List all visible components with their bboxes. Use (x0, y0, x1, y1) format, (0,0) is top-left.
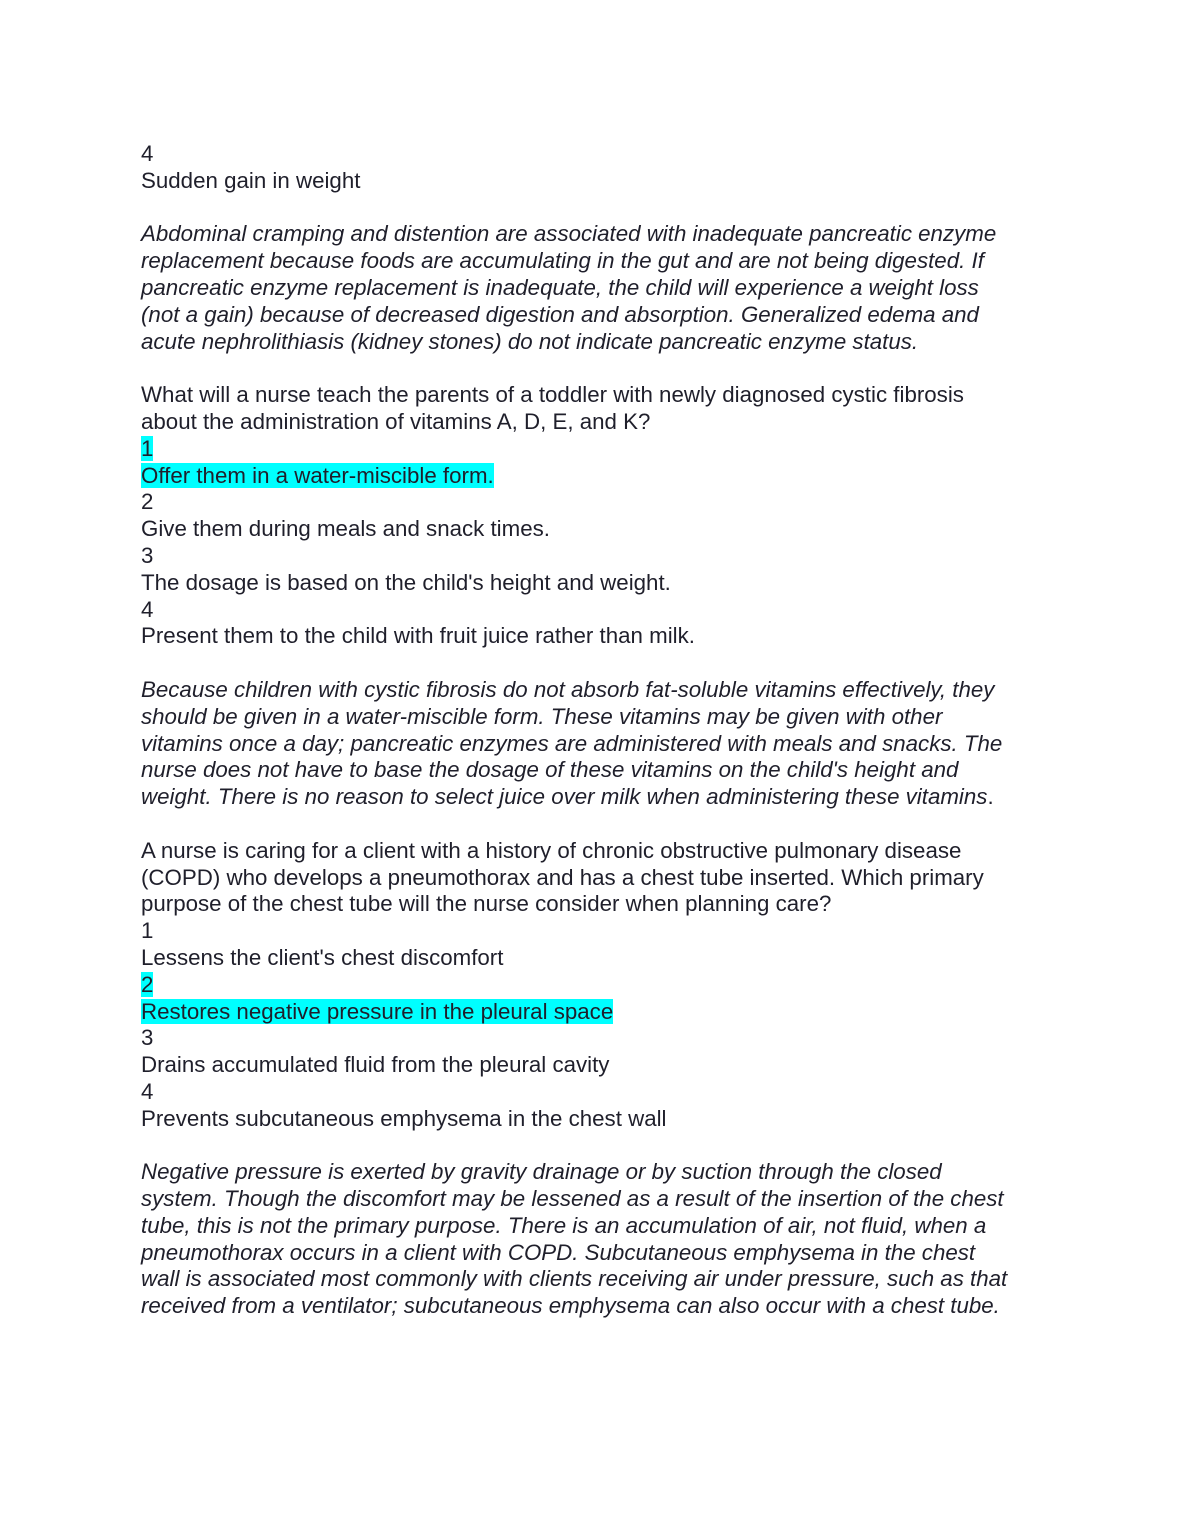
paragraph-gap (141, 1132, 1061, 1159)
rationale-line: system. Though the discomfort may be lessened as a result of the insertion of the chest (141, 1186, 1004, 1212)
page-content (141, 141, 1061, 1320)
question-line: A nurse is caring for a client with a history of chronic obstructive pulmonary disease (141, 837, 962, 863)
rationale-period: . (987, 784, 994, 810)
highlight: 2 (141, 971, 154, 997)
question-line: (COPD) who develops a pneumothorax and has a chest tube inserted. Which primary (141, 864, 984, 890)
rationale-line: (not a gain) because of decreased digestion and absorption. Generalized edema and (141, 301, 979, 327)
rationale-paragraph (141, 677, 1061, 811)
rationale-line: received from a ventilator; subcutaneous emphysema can also occur with a chest tube. (141, 1293, 1000, 1319)
option-number: 4 (141, 596, 154, 622)
option-number-correct (141, 972, 1061, 999)
paragraph-gap (141, 195, 1061, 222)
option-text: Give them during meals and snack times. (141, 516, 550, 542)
highlight: 1 (141, 435, 154, 461)
highlight: Offer them in a water-miscible form. (141, 462, 494, 488)
rationale-text: weight. There is no reason to select juice over milk when administering these vitamins (141, 784, 988, 810)
rationale-line: Negative pressure is exerted by gravity drainage or by suction through the closed (141, 1159, 942, 1185)
option-number: 2 (141, 489, 154, 515)
option-number: 1 (141, 918, 154, 944)
option-text: Lessens the client's chest discomfort (141, 944, 504, 970)
option-number: 4 (141, 141, 154, 166)
rationale-line: vitamins once a day; pancreatic enzymes are administered with meals and snacks. The (141, 730, 1003, 756)
option-text: Drains accumulated fluid from the pleural cavity (141, 1052, 610, 1078)
rationale-line: Abdominal cramping and distention are associated with inadequate pancreatic enzyme (141, 221, 997, 247)
rationale-line: acute nephrolithiasis (kidney stones) do not indicate pancreatic enzyme status. (141, 328, 919, 354)
option-text: Prevents subcutaneous emphysema in the chest wall (141, 1105, 667, 1131)
rationale-line: wall is associated most commonly with clients receiving air under pressure, such as that (141, 1266, 1008, 1292)
question-line: about the administration of vitamins A, D, E, and K? (141, 408, 651, 434)
rationale-line: replacement because foods are accumulating in the gut and are not being digested. If (141, 248, 984, 274)
rationale-line: Because children with cystic fibrosis do not absorb fat-soluble vitamins effectively, they (141, 676, 995, 702)
rationale-paragraph (141, 221, 1061, 355)
paragraph-gap (141, 811, 1061, 838)
option-text: Sudden gain in weight (141, 167, 361, 193)
option-number: 4 (141, 1078, 154, 1104)
highlight: Restores negative pressure in the pleural space (141, 998, 614, 1024)
option-number: 3 (141, 1025, 154, 1051)
question-block (141, 838, 1061, 1133)
question-line: purpose of the chest tube will the nurse consider when planning care? (141, 891, 832, 917)
rationale-line (141, 784, 1061, 811)
rationale-line: tube, this is not the primary purpose. There is an accumulation of air, not fluid, when a (141, 1212, 987, 1238)
rationale-line: pancreatic enzyme replacement is inadequate, the child will experience a weight loss (141, 274, 979, 300)
option-number: 3 (141, 542, 154, 568)
rationale-paragraph (141, 1159, 1061, 1320)
question-line: What will a nurse teach the parents of a toddler with newly diagnosed cystic fibrosis (141, 382, 964, 408)
option-text-correct (141, 999, 1061, 1026)
option-text: The dosage is based on the child's height and weight. (141, 569, 671, 595)
paragraph-gap (141, 650, 1061, 677)
option-text-correct (141, 463, 1061, 490)
option-text: Present them to the child with fruit juice rather than milk. (141, 623, 695, 649)
paragraph-gap (141, 355, 1061, 382)
question-block (141, 382, 1061, 650)
rationale-line: nurse does not have to base the dosage of these vitamins on the child's height and (141, 757, 959, 783)
rationale-line: should be given in a water-miscible form. These vitamins may be given with other (141, 703, 943, 729)
option-number-correct (141, 436, 1061, 463)
rationale-line: pneumothorax occurs in a client with COPD. Subcutaneous emphysema in the chest (141, 1239, 976, 1265)
